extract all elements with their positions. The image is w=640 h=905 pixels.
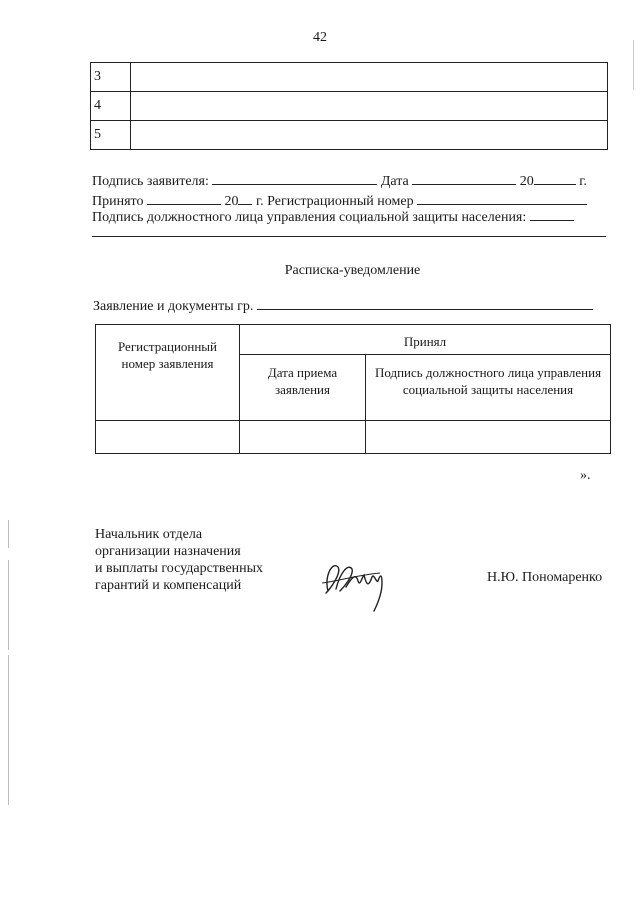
- official-signature-label: Подпись должностного лица управления социальной защиты населения:: [92, 210, 527, 225]
- applicant-signature-line: [92, 172, 587, 190]
- applicant-signature-label: Подпись заявителя:: [92, 174, 209, 189]
- reg-number-field[interactable]: [417, 192, 587, 205]
- closing-quote: ».: [580, 468, 591, 483]
- accepted-header: Принял: [240, 325, 611, 355]
- official-signature-line: [92, 208, 574, 226]
- scan-margin-mark: [633, 40, 634, 90]
- scan-margin-mark: [8, 520, 9, 548]
- statement-label: Заявление и документы гр.: [93, 299, 254, 314]
- statement-line: [93, 297, 593, 315]
- accepted-date-field[interactable]: [147, 192, 221, 205]
- official-signature-field[interactable]: [530, 208, 574, 221]
- accepted-label: Принято: [92, 194, 144, 209]
- accepted-year-field[interactable]: [238, 192, 252, 205]
- row-content: [131, 121, 608, 150]
- position-line: и выплаты государственных: [95, 561, 264, 576]
- applicant-signature-field[interactable]: [212, 172, 377, 185]
- signatory-name: Н.Ю. Пономаренко: [487, 570, 603, 585]
- accepted-year-prefix: 20: [224, 194, 239, 209]
- applications-table: [90, 62, 608, 150]
- page-number: 42: [313, 30, 327, 45]
- signature-header: Подпись должностного лица управления социальной защиты населения: [366, 355, 611, 421]
- row-number: 3: [91, 63, 131, 92]
- year-field[interactable]: [534, 172, 576, 185]
- position-block: [95, 526, 263, 594]
- reg-number-cell[interactable]: [96, 421, 240, 454]
- year-prefix: 20: [519, 174, 534, 189]
- year-suffix: г.: [579, 174, 587, 189]
- row-content: [131, 63, 608, 92]
- scan-margin-mark: [8, 560, 9, 650]
- position-line: организации назначения: [95, 544, 241, 559]
- date-field[interactable]: [412, 172, 516, 185]
- date-cell[interactable]: [240, 421, 366, 454]
- signature-cell[interactable]: [366, 421, 611, 454]
- date-label: Дата: [380, 174, 409, 189]
- handwritten-signature: [318, 553, 398, 613]
- receipt-title: Расписка-уведомление: [284, 263, 421, 278]
- receipt-table: [95, 324, 611, 454]
- receipt-header-row: [96, 325, 611, 355]
- position-line: Начальник отдела: [95, 527, 203, 542]
- row-number: 4: [91, 92, 131, 121]
- reg-number-header: Регистрационный номер заявления: [96, 325, 240, 421]
- row-number: 5: [91, 121, 131, 150]
- applicant-name-field[interactable]: [257, 297, 593, 310]
- official-signature-underline: [92, 236, 606, 237]
- table-row: [91, 121, 608, 150]
- reg-number-label: г. Регистрационный номер: [255, 194, 414, 209]
- row-content: [131, 92, 608, 121]
- scan-margin-mark: [8, 655, 9, 805]
- date-header: Дата приема заявления: [240, 355, 366, 421]
- receipt-data-row: [96, 421, 611, 454]
- table-row: [91, 92, 608, 121]
- position-line: гарантий и компенсаций: [95, 578, 242, 593]
- table-row: [91, 63, 608, 92]
